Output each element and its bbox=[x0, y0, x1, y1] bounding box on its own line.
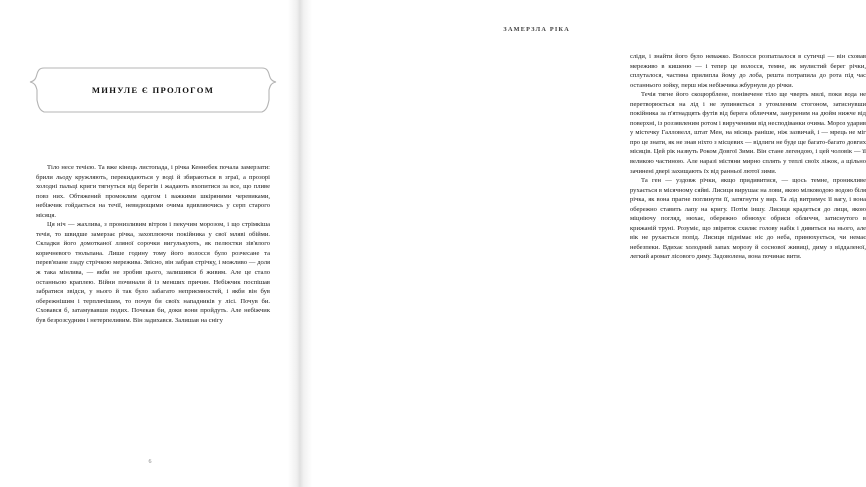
chapter-banner bbox=[28, 66, 278, 114]
paragraph: Течія тягне його скоцюрблене, понівечене тіло ще чверть милі, поки вода не перетворюється на лід і не зупиняється з утомленим стогоном, затиснувши покійника за п'ятнадцять футів від берега обличчям, зануреним на дюйм нижче від поверхні, із роззявленим ротом і вирученими від несподіванки очима. Мороз ударив у містечку Галловелл, штат Мен, на місяць раніше, ніж зазвичай, і — мрець не міг про це знати, як не знав ніхто з місцевих — відлиги не буде ще багато-багато довгих місяців. Цей рік назвуть Роком Довгої Зими. Він стане легендою, і цей чоловік — її великою частиною. Але наразі містяни мирно сплять у теплі своїх ліжок, а щільно зачинені двері захищають їх від ранньої лютої зими. bbox=[630, 91, 866, 175]
page-number: 6 bbox=[148, 459, 152, 465]
right-page bbox=[300, 0, 866, 487]
left-page-body bbox=[36, 163, 270, 325]
right-page-body bbox=[630, 52, 866, 262]
left-page bbox=[0, 0, 300, 487]
paragraph: Тіло несе течією. Та вже кінець листопада, і річка Кеннебек почала замерзати: брили льоду кружляють, перекидаються у воді й збираються в зграї, а прозорі холодні пальці криги тягнуться від берегів і жадають вхопитися за все, що пливе повз них. Обтяжений промоклим одягом і важкими шкіряними черевиками, небіжчик гойдається на течії, невидющими очима вдивляючись у серп старого місяця. bbox=[36, 164, 270, 219]
paragraph: Ця ніч — жахлива, з пронизливим вітром і пекучим морозом, і що стрімкіша течія, то швидше замерзає річка, захоплюючи покійника у свої мляві обійми. Складки його домотканої лляної сорочки вигулькують, як пелюстки зів'ялого коричневого тюльпана. Лише годину тому його волосся було розчесане та перев'язане ззаду стрічкою мережива. Звісно, він забрав стрічку, і можливо — доля ж така мінлива, — якби не зробив цього, залишився б живим. Але це стало останньою краплею. Війни починали й із менших причин. Небіжчик поспішав забратися звідси, у нього й так було забагато неприємностей, і якби він був обережнішим і терплячішим, то почув би своїх нападників у лісі. Почув би. Сховався б, затамувавши подих. Почекав би, доки вони пройдуть. Але небіжчик був безрозсудним і нетерпеливим. Він задихався. Залишав на снігу bbox=[36, 221, 270, 324]
paragraph: сліди, і знайти його було неважко. Волосся розпатлалося в сутичці — він сховав мереживо в кишеню — і тепер це волосся, темне, як мулистий берег річки, сплуталося, частина прилипла йому до лоба, решта потрапила до рота під час останнього зойку, перш ніж небіжчика жбурнули до річки. bbox=[630, 53, 866, 89]
running-head: ЗАМЕРЗЛА РІКА bbox=[503, 26, 570, 33]
chapter-title: МИНУЛЕ Є ПРОЛОГОМ bbox=[91, 85, 215, 95]
paragraph: Та ген — уздовж річки, якщо придивитися, — щось темне, проникливе рухається в місячному сяйві. Лисиця вирушає на лови, якою мілководою водою біля річка, як вона прагне поглинути її, затягнути у вир. Та лід витримує її вагу, і вона обережно ставить лапу на кригу. Потім іншу. Лисиця крадеться до лиця, якою міцніючу погляд, нюхає, обережно обнюхує обриси обличчя, затиснутого в крижаній труні. Розуміє, що звіряток схиляє голову набік і дивиться на нього, але вік не рухається попід. Лисиця піднімає ніс до неба, принюхується, чи немає небезпеки. Вдихає холодний запах морозу й соснової живиці, диму з віддаленої, легкий аромат лісового диму. Задоволена, вона починає вити. bbox=[630, 177, 866, 261]
